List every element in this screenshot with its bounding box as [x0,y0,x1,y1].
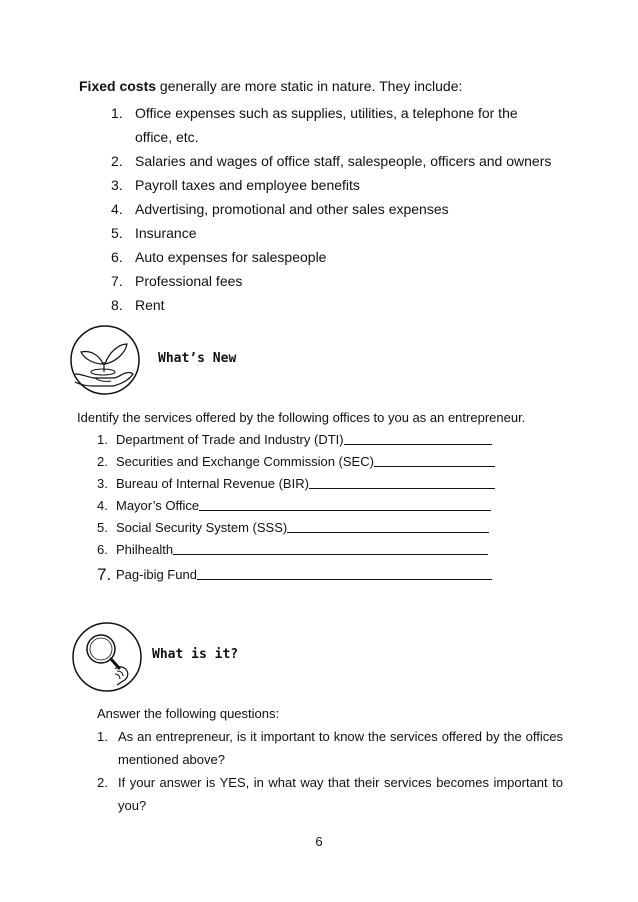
list-item [97,429,495,451]
list-item [97,564,495,586]
answer-blank[interactable] [344,430,492,445]
office-name: Social Security System (SSS) [116,520,288,535]
item-text: Payroll taxes and employee benefits [135,177,360,193]
item-number: 2. [111,153,123,169]
item-number: 2. [97,454,108,469]
plant-in-hand-icon [69,324,141,396]
item-number: 8. [111,297,123,313]
fixed-costs-intro-text: generally are more static in nature. They include: [156,78,463,94]
item-text: Insurance [135,225,197,241]
what-is-it-instruction: Answer the following questions: [97,706,280,721]
item-number: 7. [97,565,112,584]
item-number: 5. [111,225,123,241]
list-item [97,495,495,517]
offices-list [97,429,495,586]
list-item [111,269,551,293]
question-text: As an entrepreneur, is it important to know the services offered by the offices mentioned above? [118,729,563,767]
item-number: 3. [111,177,123,193]
fixed-costs-term: Fixed costs [79,78,157,94]
list-item [111,149,551,173]
item-number: 6. [111,249,123,265]
office-name: Philhealth [116,542,174,557]
office-name: Mayor’s Office [116,498,200,513]
item-text: Advertising, promotional and other sales expenses [135,201,449,217]
answer-blank[interactable] [374,452,495,467]
office-name: Securities and Exchange Commission (SEC) [116,454,374,469]
question-item [97,771,563,817]
list-item [97,451,495,473]
list-item [97,473,495,495]
what-is-it-title: What is it? [152,647,239,662]
questions-list [97,725,563,817]
fixed-costs-list [111,101,551,317]
whats-new-instruction: Identify the services offered by the following offices to you as an entrepreneur. [77,410,526,425]
item-number: 5. [97,520,108,535]
item-text-continued: office, etc. [135,129,199,145]
answer-blank[interactable] [287,518,489,533]
question-text: If your answer is YES, in what way that their services becomes important to you? [118,775,563,813]
list-item [111,173,551,197]
item-number: 7. [111,273,123,289]
list-item [111,293,551,317]
whats-new-title: What’s New [158,351,237,366]
item-number: 6. [97,542,108,557]
item-number: 1. [97,432,108,447]
item-text: Auto expenses for salespeople [135,249,327,265]
magnifying-glass-icon [71,621,143,693]
fixed-costs-intro [79,77,462,95]
office-name: Pag-ibig Fund [116,567,197,582]
list-item [111,221,551,245]
item-number: 3. [97,476,108,491]
item-number: 4. [97,498,108,513]
item-number: 1. [111,105,123,121]
answer-blank[interactable] [309,474,495,489]
item-text: Salaries and wages of office staff, salespeople, officers and owners [135,153,552,169]
answer-blank[interactable] [173,540,488,555]
office-name: Department of Trade and Industry (DTI) [116,432,344,447]
page-number: 6 [315,834,323,849]
item-number: 1. [97,729,108,744]
list-item [111,197,551,221]
question-item [97,725,563,771]
item-text: Professional fees [135,273,243,289]
item-text: Office expenses such as supplies, utilities, a telephone for the [135,105,518,121]
item-text: Rent [135,297,165,313]
list-item [97,539,495,561]
answer-blank[interactable] [197,565,492,580]
answer-blank[interactable] [199,496,491,511]
item-number: 2. [97,775,108,790]
list-item [97,517,495,539]
item-number: 4. [111,201,123,217]
list-item [111,245,551,269]
office-name: Bureau of Internal Revenue (BIR) [116,476,309,491]
list-item [111,101,551,149]
